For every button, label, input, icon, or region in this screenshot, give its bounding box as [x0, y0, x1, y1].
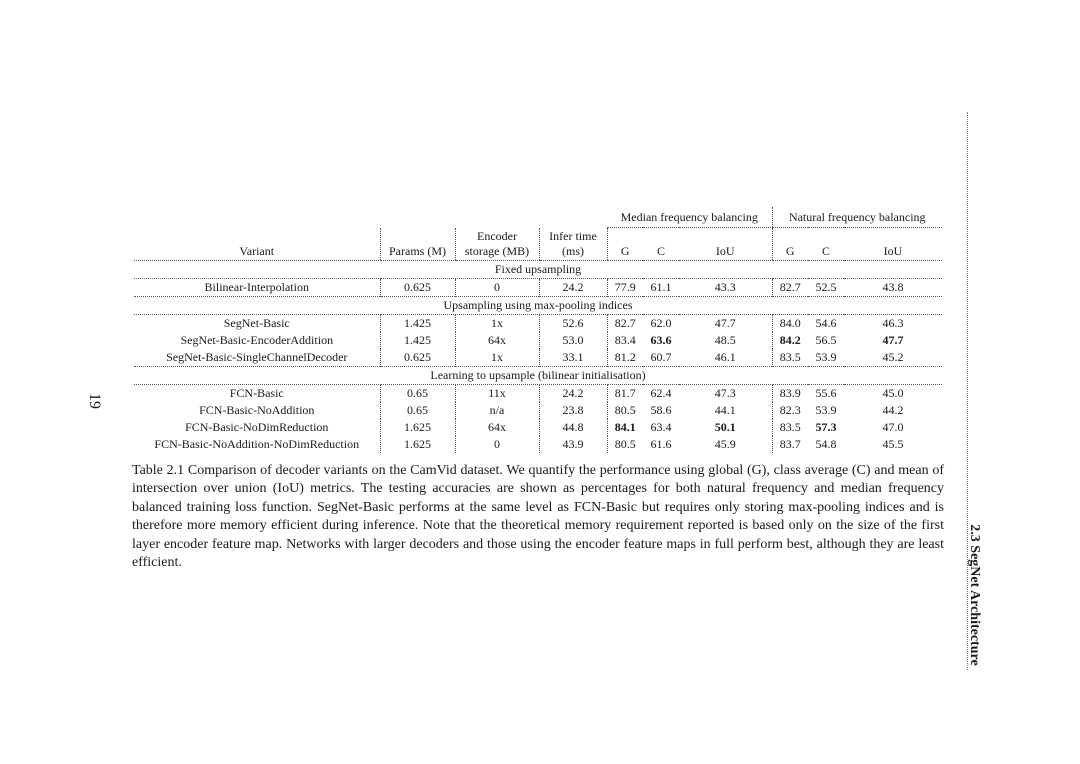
cell-natural-g: 84.0	[772, 314, 808, 332]
cell-natural-g: 83.5	[772, 419, 808, 436]
cell-natural-iou: 47.7	[882, 332, 904, 347]
cell-natural-c: 57.3	[815, 419, 837, 434]
section-title: Fixed upsampling	[134, 260, 942, 278]
section-header	[134, 366, 942, 384]
cell-median-iou: 47.7	[714, 315, 736, 330]
cell-natural-c: 53.9	[815, 402, 837, 417]
cell-params: 0.65	[380, 384, 455, 402]
cell-median-c: 60.7	[650, 349, 672, 364]
table-row	[134, 278, 942, 296]
table-row	[134, 349, 942, 367]
cell-variant: FCN-Basic-NoDimReduction	[185, 419, 329, 434]
cell-median-c: 62.0	[650, 315, 672, 330]
cell-storage: 1x	[455, 314, 539, 332]
cell-natural-iou: 45.5	[882, 436, 904, 451]
header-column-row	[134, 228, 942, 261]
cell-time: 43.9	[539, 436, 607, 453]
cell-natural-c: 52.5	[815, 279, 837, 294]
col-header-infer-time: Infer time (ms)	[539, 228, 607, 261]
cell-params: 1.425	[380, 314, 455, 332]
cell-natural-c: 55.6	[815, 385, 837, 400]
cell-natural-g: 83.5	[772, 349, 808, 367]
cell-median-iou: 45.9	[714, 436, 736, 451]
results-table	[134, 207, 942, 453]
cell-natural-c: 53.9	[815, 349, 837, 364]
cell-params: 0.625	[380, 278, 455, 296]
cell-time: 24.2	[539, 384, 607, 402]
cell-params: 1.625	[380, 436, 455, 453]
cell-storage: 64x	[455, 332, 539, 349]
cell-variant: SegNet-Basic	[223, 315, 290, 330]
cell-time: 52.6	[539, 314, 607, 332]
cell-natural-c: 54.8	[815, 436, 837, 451]
table-row	[134, 384, 942, 402]
cell-median-g: 80.5	[607, 402, 643, 419]
cell-median-g: 81.2	[607, 349, 643, 367]
cell-median-iou: 47.3	[714, 385, 736, 400]
cell-params: 1.425	[380, 332, 455, 349]
cell-variant: SegNet-Basic-SingleChannelDecoder	[166, 349, 348, 364]
cell-median-g: 81.7	[607, 384, 643, 402]
col-header-natural-g: G	[772, 228, 808, 261]
cell-variant: FCN-Basic-NoAddition	[199, 402, 315, 417]
section-header	[134, 296, 942, 314]
cell-time: 33.1	[539, 349, 607, 367]
cell-median-g: 82.7	[607, 314, 643, 332]
cell-natural-iou: 45.2	[882, 349, 904, 364]
cell-natural-iou: 43.8	[882, 279, 904, 294]
cell-time: 53.0	[539, 332, 607, 349]
cell-median-iou: 46.1	[714, 349, 736, 364]
cell-natural-g: 84.2	[772, 332, 808, 349]
cell-median-c: 61.6	[650, 436, 672, 451]
col-header-variant: Variant	[134, 228, 380, 261]
cell-median-iou: 50.1	[714, 419, 736, 434]
table-row	[134, 402, 942, 419]
table-caption: Table 2.1 Comparison of decoder variants on the CamVid dataset. We quantify the performance using global (G), class average (C) and mean of intersection over union (IoU) metrics. The testing accuracies are shown as percentages for both natural frequency and median frequency balanced training loss function. SegNet-Basic performs at the same level as FCN-Basic but requires only storing max-pooling indices and is therefore more memory efficient during inference. Note that the theoretical memory requirement reported is based only on the size of the first layer encoder feature map. Networks with larger decoders and those using the encoder feature maps in full perform best, although they are least efficient.	[132, 463, 944, 571]
cell-median-g: 77.9	[607, 278, 643, 296]
running-header: 2.3 SegNet Architecture	[967, 524, 982, 666]
col-header-natural-c: C	[808, 228, 844, 261]
cell-storage: 0	[455, 436, 539, 453]
cell-natural-g: 83.9	[772, 384, 808, 402]
cell-median-g: 80.5	[607, 436, 643, 453]
section-title: Upsampling using max-pooling indices	[134, 296, 942, 314]
col-header-median-g: G	[607, 228, 643, 261]
cell-median-c: 62.4	[650, 385, 672, 400]
cell-median-c: 58.6	[650, 402, 672, 417]
cell-median-iou: 44.1	[714, 402, 736, 417]
cell-median-iou: 48.5	[714, 332, 736, 347]
cell-time: 23.8	[539, 402, 607, 419]
page-number: 19	[86, 393, 103, 409]
col-header-encoder-storage: Encoder storage (MB)	[455, 228, 539, 261]
col-header-params: Params (M)	[380, 228, 455, 261]
cell-natural-iou: 47.0	[882, 419, 904, 434]
section-header	[134, 260, 942, 278]
header-group-row	[134, 207, 942, 228]
cell-natural-c: 54.6	[815, 315, 837, 330]
cell-variant: Bilinear-Interpolation	[204, 279, 309, 294]
cell-natural-g: 82.3	[772, 402, 808, 419]
cell-storage: 11x	[455, 384, 539, 402]
col-header-natural-iou: IoU	[844, 228, 942, 261]
col-header-median-iou: IoU	[679, 228, 772, 261]
section-title: Learning to upsample (bilinear initialisation)	[134, 366, 942, 384]
group-header-median: Median frequency balancing	[607, 207, 772, 228]
cell-params: 0.65	[380, 402, 455, 419]
cell-params: 1.625	[380, 419, 455, 436]
cell-median-g: 84.1	[607, 419, 643, 436]
cell-median-c: 61.1	[650, 279, 672, 294]
table-row	[134, 419, 942, 436]
cell-natural-g: 82.7	[772, 278, 808, 296]
cell-median-c: 63.4	[650, 419, 672, 434]
cell-natural-iou: 44.2	[882, 402, 904, 417]
group-header-natural: Natural frequency balancing	[772, 207, 942, 228]
cell-natural-iou: 46.3	[882, 315, 904, 330]
table-row	[134, 436, 942, 453]
cell-storage: n/a	[455, 402, 539, 419]
cell-natural-iou: 45.0	[882, 385, 904, 400]
cell-variant: FCN-Basic-NoAddition-NoDimReduction	[154, 436, 360, 451]
cell-median-c: 63.6	[650, 332, 672, 347]
cell-time: 24.2	[539, 278, 607, 296]
cell-storage: 1x	[455, 349, 539, 367]
cell-natural-c: 56.5	[815, 332, 837, 347]
cell-time: 44.8	[539, 419, 607, 436]
cell-median-iou: 43.3	[714, 279, 736, 294]
cell-storage: 0	[455, 278, 539, 296]
table-row	[134, 314, 942, 332]
cell-natural-g: 83.7	[772, 436, 808, 453]
table-row	[134, 332, 942, 349]
cell-variant: SegNet-Basic-EncoderAddition	[180, 332, 334, 347]
col-header-median-c: C	[643, 228, 679, 261]
cell-variant: FCN-Basic	[229, 385, 284, 400]
cell-median-g: 83.4	[607, 332, 643, 349]
cell-params: 0.625	[380, 349, 455, 367]
cell-storage: 64x	[455, 419, 539, 436]
